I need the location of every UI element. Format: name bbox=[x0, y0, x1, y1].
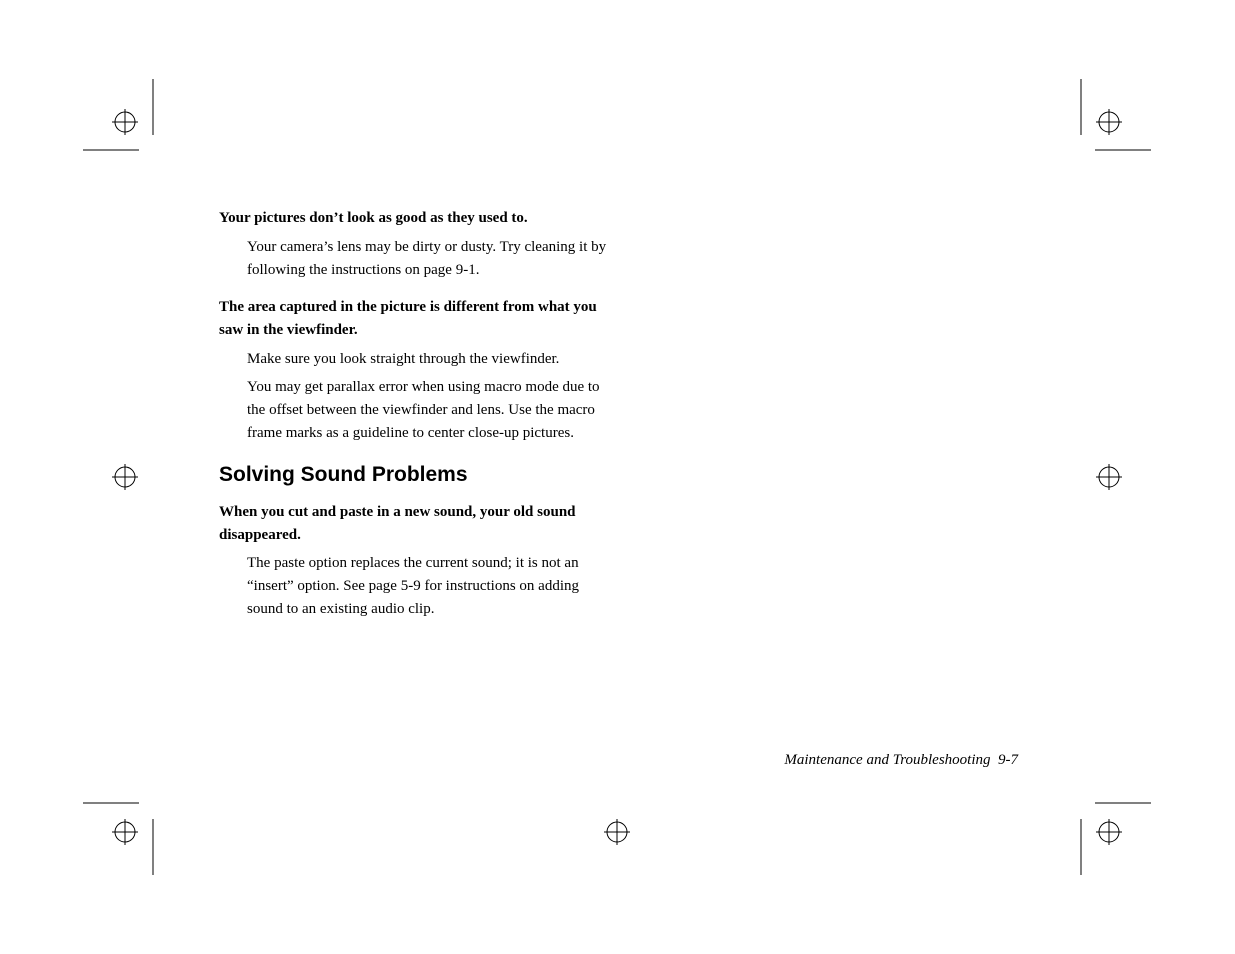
page-footer bbox=[700, 746, 1018, 774]
problem-answer: The paste option replaces the current sound; it is not an “insert” option. See page 5-9 for instructions on adding sound to an existing audio clip. bbox=[247, 555, 580, 617]
problem-answer: Your camera’s lens may be dirty or dusty. Try cleaning it by following the instructions on page 9-1. bbox=[247, 239, 607, 278]
problem-answer: Make sure you look straight through the viewfinder. bbox=[247, 351, 560, 367]
crosshair-icon bbox=[112, 464, 138, 490]
crosshair-icon bbox=[112, 109, 138, 135]
problem-question: When you cut and paste in a new sound, your old sound disappeared. bbox=[219, 504, 576, 543]
main-content bbox=[219, 207, 614, 621]
crosshair-icon bbox=[604, 819, 630, 845]
crosshair-icon bbox=[1096, 819, 1122, 845]
crosshair-icon bbox=[1096, 109, 1122, 135]
footer-title: Maintenance and Troubleshooting bbox=[784, 752, 991, 768]
problem-question: Your pictures don’t look as good as they used to. bbox=[219, 210, 528, 226]
crosshair-icon bbox=[1096, 464, 1122, 490]
problem-question: The area captured in the picture is different from what you saw in the viewfinder. bbox=[219, 299, 597, 338]
page-number: 9-7 bbox=[998, 752, 1018, 768]
crosshair-icon bbox=[112, 819, 138, 845]
section-heading: Solving Sound Problems bbox=[219, 463, 468, 486]
problem-answer: You may get parallax error when using macro mode due to the offset between the viewfinder and lens. Use the macro frame marks as a guideline to center close-up pictures. bbox=[247, 379, 600, 441]
